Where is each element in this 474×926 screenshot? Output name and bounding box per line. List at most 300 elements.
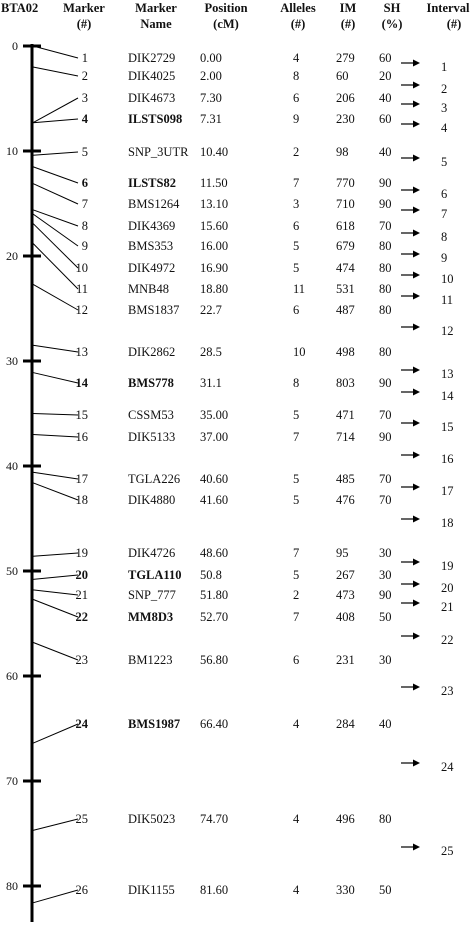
marker-position: 16.00 bbox=[200, 239, 229, 253]
marker-connector bbox=[33, 184, 78, 204]
header-position-line1: Position bbox=[204, 1, 248, 15]
interval-arrow bbox=[401, 207, 447, 222]
arrow-head bbox=[413, 155, 420, 162]
marker-name: DIK5133 bbox=[128, 430, 176, 444]
marker-number: 21 bbox=[75, 588, 88, 602]
marker-number: 15 bbox=[75, 408, 88, 422]
marker-position: 7.31 bbox=[200, 112, 222, 126]
marker-row bbox=[82, 219, 392, 233]
interval-label: 4 bbox=[441, 121, 448, 135]
interval-label: 19 bbox=[441, 559, 454, 573]
interval-label: 11 bbox=[441, 293, 454, 307]
interval-arrow bbox=[401, 516, 454, 531]
arrow-head bbox=[413, 251, 420, 258]
marker-position: 0.00 bbox=[200, 51, 222, 65]
marker-name: DIK5023 bbox=[128, 812, 176, 826]
marker-row bbox=[82, 145, 392, 159]
arrow-head bbox=[413, 484, 420, 491]
header-interval-line1: Interval bbox=[426, 1, 470, 15]
interval-arrow bbox=[401, 230, 447, 245]
interval-arrow bbox=[401, 324, 454, 339]
marker-alleles: 5 bbox=[293, 239, 300, 253]
marker-im: 231 bbox=[336, 653, 355, 667]
interval-arrow bbox=[401, 760, 454, 775]
marker-connector bbox=[33, 98, 78, 123]
interval-label: 18 bbox=[441, 516, 454, 530]
marker-sh: 80 bbox=[379, 261, 392, 275]
marker-connector bbox=[33, 167, 78, 183]
interval-label: 24 bbox=[441, 760, 454, 774]
marker-connector bbox=[33, 890, 78, 903]
chromosome-label: BTA02 bbox=[1, 1, 39, 15]
marker-connector bbox=[33, 284, 78, 310]
interval-arrow bbox=[401, 293, 453, 308]
marker-number: 4 bbox=[81, 112, 88, 126]
marker-im: 471 bbox=[336, 408, 355, 422]
marker-position: 52.70 bbox=[200, 610, 229, 624]
marker-im: 95 bbox=[336, 546, 349, 560]
axis-tick-label: 10 bbox=[6, 144, 18, 158]
arrow-head bbox=[413, 230, 420, 237]
marker-sh: 80 bbox=[379, 239, 392, 253]
marker-im: 498 bbox=[336, 345, 355, 359]
marker-im: 98 bbox=[336, 145, 349, 159]
marker-table bbox=[76, 51, 392, 897]
marker-alleles: 6 bbox=[293, 303, 300, 317]
interval-label: 23 bbox=[441, 684, 454, 698]
header-position-line2: (cM) bbox=[213, 17, 239, 31]
arrow-head bbox=[413, 581, 420, 588]
interval-arrow bbox=[401, 389, 454, 404]
axis-tick-label: 40 bbox=[6, 459, 18, 473]
marker-im: 330 bbox=[336, 883, 355, 897]
marker-name: SNP_777 bbox=[128, 588, 176, 602]
marker-name: DIK4673 bbox=[128, 91, 176, 105]
marker-name: MM8D3 bbox=[128, 610, 174, 624]
marker-alleles: 2 bbox=[293, 588, 300, 602]
marker-sh: 50 bbox=[379, 883, 392, 897]
axis-tick-label: 80 bbox=[6, 879, 18, 893]
marker-im: 531 bbox=[336, 282, 355, 296]
marker-position: 56.80 bbox=[200, 653, 229, 667]
marker-alleles: 8 bbox=[293, 69, 300, 83]
header-marker-line1: Marker bbox=[63, 1, 105, 15]
marker-row bbox=[82, 69, 392, 83]
interval-arrow bbox=[401, 633, 454, 648]
marker-sh: 80 bbox=[379, 303, 392, 317]
arrow-head bbox=[413, 293, 420, 300]
marker-connector bbox=[33, 553, 78, 556]
marker-sh: 20 bbox=[379, 69, 392, 83]
marker-number: 6 bbox=[81, 176, 88, 190]
interval-label: 7 bbox=[441, 207, 448, 221]
marker-row bbox=[76, 376, 392, 390]
marker-position: 51.80 bbox=[200, 588, 229, 602]
interval-arrow bbox=[401, 251, 447, 266]
marker-sh: 90 bbox=[379, 430, 392, 444]
marker-im: 230 bbox=[336, 112, 355, 126]
marker-position: 28.5 bbox=[200, 345, 222, 359]
marker-name: BMS1264 bbox=[128, 197, 180, 211]
marker-row bbox=[76, 610, 392, 624]
marker-alleles: 4 bbox=[293, 717, 300, 731]
marker-number: 2 bbox=[81, 69, 88, 83]
marker-sh: 90 bbox=[379, 176, 392, 190]
marker-row bbox=[82, 197, 392, 211]
marker-row bbox=[76, 568, 392, 582]
marker-alleles: 4 bbox=[293, 883, 300, 897]
interval-label: 2 bbox=[441, 82, 448, 96]
marker-name: DIK2729 bbox=[128, 51, 176, 65]
marker-sh: 30 bbox=[379, 568, 392, 582]
marker-connector bbox=[33, 483, 78, 500]
marker-row bbox=[76, 430, 392, 444]
interval-arrow bbox=[401, 272, 454, 287]
marker-row bbox=[82, 51, 392, 65]
marker-sh: 60 bbox=[379, 51, 392, 65]
axis-tick-label: 20 bbox=[6, 249, 18, 263]
arrow-head bbox=[413, 367, 420, 374]
interval-label: 25 bbox=[441, 844, 454, 858]
marker-name: DIK2862 bbox=[128, 345, 176, 359]
interval-arrow bbox=[401, 581, 454, 596]
arrow-head bbox=[413, 516, 420, 523]
marker-alleles: 11 bbox=[293, 282, 306, 296]
interval-arrow bbox=[401, 82, 447, 97]
interval-label: 17 bbox=[441, 484, 454, 498]
marker-sh: 60 bbox=[379, 112, 392, 126]
header-sh-line2: (%) bbox=[381, 17, 403, 31]
marker-name: SNP_3UTR bbox=[128, 145, 189, 159]
marker-number: 20 bbox=[75, 568, 88, 582]
marker-alleles: 5 bbox=[293, 472, 300, 486]
marker-sh: 80 bbox=[379, 282, 392, 296]
marker-name: DIK4880 bbox=[128, 493, 176, 507]
marker-name: DIK1155 bbox=[128, 883, 175, 897]
marker-name: DIK4726 bbox=[128, 546, 176, 560]
marker-name: DIK4972 bbox=[128, 261, 176, 275]
marker-alleles: 9 bbox=[293, 112, 300, 126]
marker-row bbox=[82, 112, 392, 126]
axis-ticks bbox=[6, 39, 41, 893]
marker-im: 496 bbox=[336, 812, 355, 826]
marker-name: MNB48 bbox=[128, 282, 169, 296]
marker-name: BMS1987 bbox=[128, 717, 181, 731]
marker-name: DIK4369 bbox=[128, 219, 176, 233]
marker-im: 408 bbox=[336, 610, 355, 624]
marker-im: 476 bbox=[336, 493, 355, 507]
arrow-head bbox=[413, 420, 420, 427]
marker-sh: 80 bbox=[379, 812, 392, 826]
marker-sh: 70 bbox=[379, 472, 392, 486]
marker-number: 14 bbox=[75, 376, 88, 390]
marker-number: 8 bbox=[81, 219, 88, 233]
header-alleles-line1: Alleles bbox=[280, 1, 316, 15]
marker-number: 7 bbox=[81, 197, 88, 211]
marker-row bbox=[76, 717, 392, 731]
marker-im: 474 bbox=[336, 261, 355, 275]
marker-position: 50.8 bbox=[200, 568, 222, 582]
interval-label: 16 bbox=[441, 452, 454, 466]
interval-label: 9 bbox=[441, 251, 448, 265]
marker-alleles: 5 bbox=[293, 493, 300, 507]
interval-arrow bbox=[401, 684, 454, 699]
marker-im: 284 bbox=[336, 717, 355, 731]
marker-connector bbox=[33, 435, 78, 438]
interval-label: 14 bbox=[441, 389, 454, 403]
marker-connector bbox=[33, 414, 78, 416]
header-name-line2: Name bbox=[140, 17, 172, 31]
arrow-head bbox=[413, 207, 420, 214]
marker-connector bbox=[33, 599, 78, 617]
marker-alleles: 5 bbox=[293, 568, 300, 582]
marker-number: 24 bbox=[75, 717, 88, 731]
marker-alleles: 4 bbox=[293, 812, 300, 826]
interval-arrow bbox=[401, 844, 454, 859]
marker-alleles: 7 bbox=[293, 176, 300, 190]
interval-arrow bbox=[401, 60, 447, 75]
marker-im: 267 bbox=[336, 568, 355, 582]
marker-number: 3 bbox=[81, 91, 88, 105]
arrow-head bbox=[413, 633, 420, 640]
interval-arrow bbox=[401, 121, 448, 136]
marker-row bbox=[76, 883, 392, 897]
marker-alleles: 3 bbox=[293, 197, 300, 211]
marker-position: 66.40 bbox=[200, 717, 229, 731]
marker-sh: 90 bbox=[379, 588, 392, 602]
arrow-head bbox=[413, 559, 420, 566]
marker-sh: 40 bbox=[379, 717, 392, 731]
arrow-head bbox=[413, 389, 420, 396]
marker-sh: 70 bbox=[379, 408, 392, 422]
marker-position: 41.60 bbox=[200, 493, 229, 507]
marker-im: 485 bbox=[336, 472, 355, 486]
arrow-head bbox=[413, 101, 420, 108]
marker-im: 206 bbox=[336, 91, 355, 105]
marker-number: 12 bbox=[75, 303, 88, 317]
interval-label: 20 bbox=[441, 581, 454, 595]
arrow-head bbox=[413, 600, 420, 607]
marker-connector bbox=[33, 819, 78, 830]
header-name-line1: Marker bbox=[135, 1, 177, 15]
marker-name: BM1223 bbox=[128, 653, 173, 667]
arrow-head bbox=[413, 760, 420, 767]
arrow-head bbox=[413, 187, 420, 194]
interval-label: 10 bbox=[441, 272, 454, 286]
marker-position: 7.30 bbox=[200, 91, 222, 105]
interval-label: 13 bbox=[441, 367, 454, 381]
header-marker-line2: (#) bbox=[76, 17, 92, 31]
header-interval-line2: (#) bbox=[446, 17, 462, 31]
marker-name: ILSTS82 bbox=[128, 176, 176, 190]
marker-position: 10.40 bbox=[200, 145, 229, 159]
axis-tick-label: 30 bbox=[6, 354, 18, 368]
marker-sh: 30 bbox=[379, 546, 392, 560]
interval-label: 3 bbox=[441, 101, 448, 115]
marker-row bbox=[82, 91, 392, 105]
marker-im: 279 bbox=[336, 51, 355, 65]
interval-arrow bbox=[401, 559, 454, 574]
marker-position: 2.00 bbox=[200, 69, 222, 83]
marker-number: 25 bbox=[75, 812, 88, 826]
marker-name: BMS353 bbox=[128, 239, 174, 253]
marker-alleles: 6 bbox=[293, 219, 300, 233]
marker-number: 1 bbox=[81, 51, 88, 65]
marker-position: 81.60 bbox=[200, 883, 229, 897]
marker-row bbox=[76, 653, 392, 667]
marker-name: CSSM53 bbox=[128, 408, 174, 422]
marker-row bbox=[76, 472, 392, 486]
marker-position: 48.60 bbox=[200, 546, 229, 560]
marker-connector bbox=[33, 590, 78, 595]
marker-im: 714 bbox=[336, 430, 355, 444]
marker-number: 23 bbox=[75, 653, 88, 667]
marker-row bbox=[76, 408, 392, 422]
marker-position: 35.00 bbox=[200, 408, 229, 422]
arrow-head bbox=[413, 121, 420, 128]
marker-im: 60 bbox=[336, 69, 349, 83]
marker-sh: 90 bbox=[379, 197, 392, 211]
interval-arrow bbox=[401, 367, 454, 382]
interval-label: 5 bbox=[441, 155, 448, 169]
marker-connectors bbox=[33, 46, 78, 903]
marker-position: 40.60 bbox=[200, 472, 229, 486]
interval-label: 6 bbox=[441, 187, 448, 201]
marker-row bbox=[76, 493, 392, 507]
interval-arrows bbox=[401, 60, 454, 859]
marker-name: TGLA226 bbox=[128, 472, 181, 486]
marker-name: TGLA110 bbox=[128, 568, 182, 582]
interval-label: 21 bbox=[441, 600, 454, 614]
marker-name: BMS1837 bbox=[128, 303, 180, 317]
marker-sh: 30 bbox=[379, 653, 392, 667]
arrow-head bbox=[413, 684, 420, 691]
marker-connector bbox=[33, 642, 78, 660]
marker-name: DIK4025 bbox=[128, 69, 176, 83]
marker-name: ILSTS098 bbox=[128, 112, 183, 126]
marker-row bbox=[76, 812, 392, 826]
marker-row bbox=[76, 546, 392, 560]
axis-tick-label: 60 bbox=[6, 669, 18, 683]
marker-number: 19 bbox=[75, 546, 88, 560]
marker-sh: 80 bbox=[379, 345, 392, 359]
interval-arrow bbox=[401, 452, 454, 467]
interval-label: 22 bbox=[441, 633, 454, 647]
marker-number: 5 bbox=[81, 145, 88, 159]
marker-position: 74.70 bbox=[200, 812, 229, 826]
marker-number: 18 bbox=[75, 493, 88, 507]
marker-connector bbox=[33, 472, 78, 479]
marker-connector bbox=[33, 373, 78, 383]
marker-alleles: 7 bbox=[293, 546, 300, 560]
arrow-head bbox=[413, 452, 420, 459]
marker-row bbox=[82, 239, 392, 253]
marker-alleles: 7 bbox=[293, 610, 300, 624]
marker-im: 487 bbox=[336, 303, 355, 317]
axis-tick-label: 70 bbox=[6, 774, 18, 788]
marker-alleles: 4 bbox=[293, 51, 300, 65]
marker-connector bbox=[33, 575, 78, 579]
marker-position: 13.10 bbox=[200, 197, 229, 211]
interval-arrow bbox=[401, 484, 454, 499]
marker-connector bbox=[33, 46, 78, 58]
interval-arrow bbox=[401, 187, 447, 202]
marker-alleles: 6 bbox=[293, 653, 300, 667]
marker-row bbox=[76, 282, 392, 296]
marker-sh: 50 bbox=[379, 610, 392, 624]
marker-connector bbox=[33, 345, 78, 352]
marker-number: 22 bbox=[75, 610, 88, 624]
arrow-head bbox=[413, 82, 420, 89]
marker-position: 11.50 bbox=[200, 176, 228, 190]
marker-row bbox=[82, 176, 392, 190]
marker-sh: 40 bbox=[379, 91, 392, 105]
axis-tick-label: 50 bbox=[6, 564, 18, 578]
marker-row bbox=[76, 303, 392, 317]
marker-im: 710 bbox=[336, 197, 355, 211]
marker-number: 16 bbox=[75, 430, 88, 444]
marker-number: 13 bbox=[75, 345, 88, 359]
marker-alleles: 10 bbox=[293, 345, 306, 359]
marker-number: 11 bbox=[75, 282, 88, 296]
marker-im: 679 bbox=[336, 239, 355, 253]
interval-label: 12 bbox=[441, 324, 454, 338]
interval-arrow bbox=[401, 420, 454, 435]
marker-number: 17 bbox=[75, 472, 88, 486]
interval-arrow bbox=[401, 155, 447, 170]
marker-im: 618 bbox=[336, 219, 355, 233]
table-header bbox=[1, 1, 470, 31]
marker-name: BMS778 bbox=[128, 376, 174, 390]
marker-position: 37.00 bbox=[200, 430, 229, 444]
marker-sh: 40 bbox=[379, 145, 392, 159]
marker-number: 26 bbox=[75, 883, 88, 897]
interval-arrow bbox=[401, 600, 454, 615]
marker-position: 18.80 bbox=[200, 282, 229, 296]
marker-row bbox=[76, 588, 392, 602]
arrow-head bbox=[413, 844, 420, 851]
marker-position: 15.60 bbox=[200, 219, 229, 233]
marker-alleles: 8 bbox=[293, 376, 300, 390]
header-im-line2: (#) bbox=[340, 17, 356, 31]
header-im-line1: IM bbox=[339, 1, 357, 15]
marker-alleles: 5 bbox=[293, 261, 300, 275]
marker-sh: 70 bbox=[379, 493, 392, 507]
marker-row bbox=[76, 261, 392, 275]
marker-alleles: 5 bbox=[293, 408, 300, 422]
marker-connector bbox=[33, 724, 78, 743]
marker-im: 473 bbox=[336, 588, 355, 602]
marker-number: 9 bbox=[81, 239, 88, 253]
marker-sh: 70 bbox=[379, 219, 392, 233]
axis-tick-label: 0 bbox=[12, 39, 18, 53]
arrow-head bbox=[413, 324, 420, 331]
marker-connector bbox=[33, 243, 78, 289]
marker-alleles: 2 bbox=[293, 145, 300, 159]
arrow-head bbox=[413, 272, 420, 279]
arrow-head bbox=[413, 60, 420, 67]
marker-alleles: 7 bbox=[293, 430, 300, 444]
interval-label: 15 bbox=[441, 420, 454, 434]
interval-arrow bbox=[401, 101, 447, 116]
header-alleles-line2: (#) bbox=[290, 17, 306, 31]
marker-number: 10 bbox=[75, 261, 88, 275]
marker-position: 16.90 bbox=[200, 261, 229, 275]
marker-im: 770 bbox=[336, 176, 355, 190]
marker-position: 31.1 bbox=[200, 376, 222, 390]
marker-connector bbox=[33, 210, 78, 226]
marker-connector bbox=[33, 67, 78, 76]
